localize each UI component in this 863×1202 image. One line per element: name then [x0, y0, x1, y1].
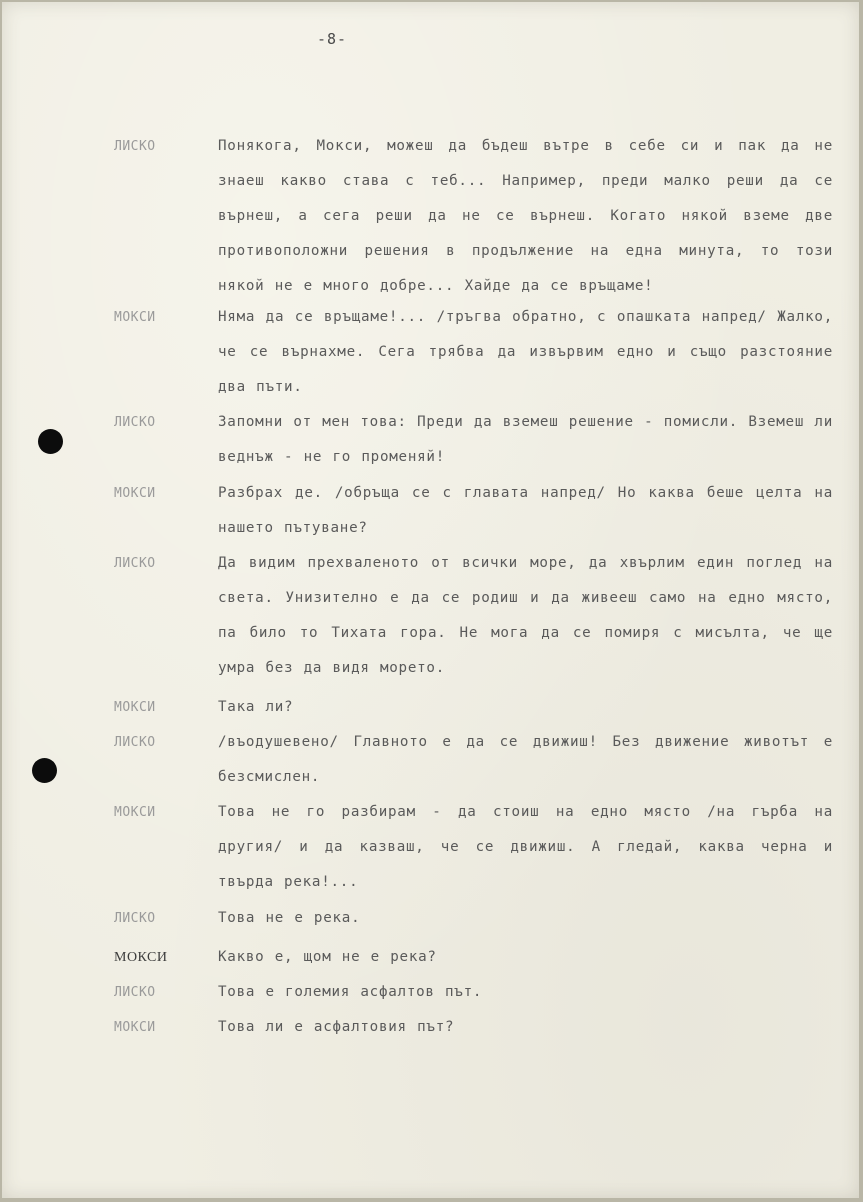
dialogue-text: Така ли? — [218, 699, 294, 715]
speaker-name: ЛИСКО — [114, 139, 156, 154]
dialogue-text: Понякога, Мокси, можеш да бъдеш вътре в себе си и пак да не знаеш какво става с теб... Например, преди малко реши да се върнеш, а сега реши да не се върнеш. Когато някой вземе две противоположни решения в продължение на една минута, то този някой не е много добре... Хайде да се връщаме! — [218, 138, 833, 294]
typewritten-page — [2, 2, 859, 1198]
speaker-name: ЛИСКО — [114, 735, 156, 750]
speaker-name: МОКСИ — [114, 1020, 156, 1035]
speaker-name: ЛИСКО — [114, 911, 156, 926]
speaker-name: МОКСИ — [114, 700, 156, 715]
script-body — [2, 2, 859, 1198]
dialogue-text: Това не го разбирам - да стоиш на едно място /на гърба на другия/ и да казваш, че се движиш. А гледай, каква черна и твърда река!... — [218, 804, 833, 890]
dialogue-text: Запомни от мен това: Преди да вземеш решение - помисли. Вземеш ли веднъж - не го променяй! — [218, 414, 833, 465]
dialogue-text: Разбрах де. /обръща се с главата напред/ Но каква беше целта на нашето пътуване? — [218, 485, 833, 536]
speaker-name: МОКСИ — [114, 950, 168, 965]
dialogue-text: /въодушевено/ Главното е да се движиш! Без движение животът е безсмислен. — [218, 734, 833, 785]
dialogue-text: Да видим прехваленото от всички море, да хвърлим един поглед на света. Унизително е да се родиш и да живееш само на едно място, па било то Тихата гора. Не мога да се помиря с мисълта, че ще умра без да видя морето. — [218, 555, 833, 676]
dialogue-text: Това ли е асфалтовия път? — [218, 1019, 455, 1035]
speaker-name: МОКСИ — [114, 486, 156, 501]
dialogue-text: Това не е река. — [218, 910, 361, 926]
speaker-name: ЛИСКО — [114, 985, 156, 1000]
dialogue-text: Това е големия асфалтов път. — [218, 984, 483, 1000]
speaker-name: ЛИСКО — [114, 415, 156, 430]
dialogue-text: Какво е, щом не е река? — [218, 949, 437, 965]
page-number: -8- — [316, 30, 348, 48]
speaker-name: ЛИСКО — [114, 556, 156, 571]
speaker-name: МОКСИ — [114, 805, 156, 820]
dialogue-text: Няма да се връщаме!... /тръгва обратно, с опашката напред/ Жалко, че се върнахме. Сега трябва да извървим едно и също разстояние два пъти. — [218, 309, 833, 395]
speaker-name: МОКСИ — [114, 310, 156, 325]
